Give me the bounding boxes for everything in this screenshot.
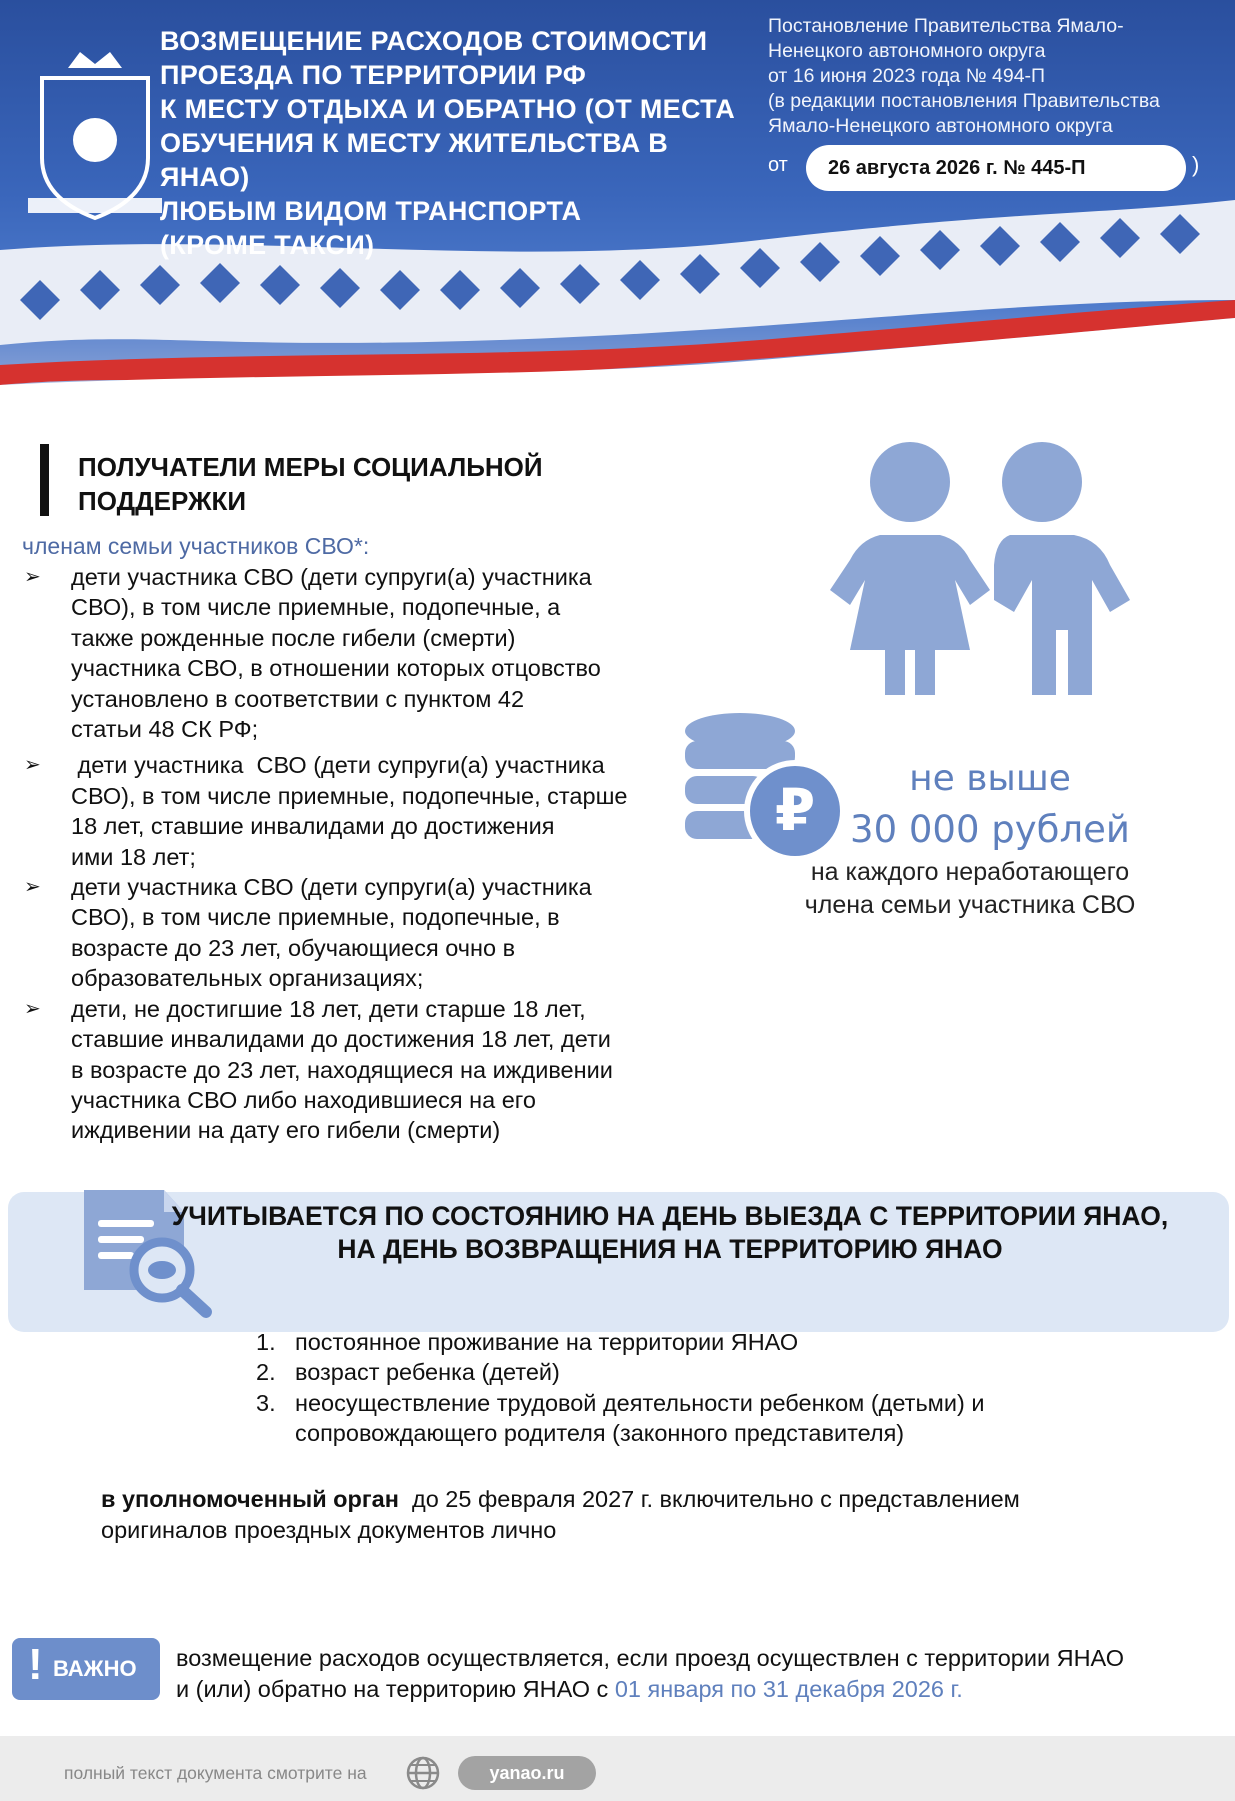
title-line: (КРОМЕ ТАКСИ) [160,230,375,260]
section-marker [40,444,49,516]
important-label: ВАЖНО [53,1656,137,1681]
title-line: ПРОЕЗДА ПО ТЕРРИТОРИИ РФ [160,60,587,90]
note-line: на каждого неработающего [810,858,1130,886]
list-line: образовательных организациях; [71,965,424,992]
important-line-start: и (или) обратно на территорию ЯНАО с [176,1676,615,1702]
heading-line: ПОЛУЧАТЕЛИ МЕРЫ СОЦИАЛЬНОЙ [78,452,543,482]
footer-text: полный текст документа смотрите на [64,1763,367,1783]
arrow-bullet-icon: ➢ [24,566,41,588]
list-line: дети участника СВО (дети супруги(а) участника [71,874,592,901]
children-icon [820,440,1140,700]
list-line: участника СВО либо находившиеся на его [71,1086,536,1113]
list-item [22,750,682,872]
note-line: члена семьи участника СВО [804,891,1136,919]
decree-reference [768,14,1228,139]
globe-icon [405,1755,441,1791]
list-line: дети участника СВО (дети супруги(а) участника [71,564,592,590]
decree-line: Постановление Правительства Ямало- [768,15,1124,37]
application-deadline: до 25 февраля 2027 г. включительно с представлением [398,1486,1020,1512]
list-line: установлено в соответствии с пунктом 42 [71,685,525,712]
decree-close-paren: ) [1192,152,1200,177]
title-line: ЛЮБЫМ ВИДОМ ТРАНСПОРТА [160,196,582,226]
recipients-heading [78,450,638,518]
item-number: 1. [256,1329,276,1355]
recipients-lead: членам семьи участников СВО*: [22,533,370,559]
coat-of-arms [28,52,162,218]
decree-line: (в редакции постановления Правительства [768,90,1160,112]
website-link[interactable]: yanao.ru [458,1756,596,1790]
amount-limit-label: не выше [909,758,1071,799]
list-line: неосуществление трудовой деятельности ребенком (детьми) и [295,1389,985,1416]
heading-line: НА ДЕНЬ ВОЗВРАЩЕНИЯ НА ТЕРРИТОРИЮ ЯНАО [337,1234,1003,1264]
title-line: ОБУЧЕНИЯ К МЕСТУ ЖИТЕЛЬСТВА В ЯНАО) [160,128,669,192]
list-line: 18 лет, ставшие инвалидами до достижения [71,813,555,840]
important-line: возмещение расходов осуществляется, если проезд осуществлен с территории ЯНАО [176,1645,1124,1671]
amount-value: 30 000 рублей [850,808,1130,851]
heading-line: ПОДДЕРЖКИ [78,486,247,516]
list-line: ставшие инвалидами до достижения 18 лет, дети [71,1026,611,1053]
list-item [22,994,682,1146]
list-line: СВО), в том числе приемные, подопечные, старше [71,782,628,809]
exclamation-icon: ! [28,1640,43,1689]
decree-from-label: от [768,154,788,176]
application-info [101,1484,1151,1546]
ruble-symbol: ₽ [774,776,816,844]
title-line: К МЕСТУ ОТДЫХА И ОБРАТНО (ОТ МЕСТА [160,94,735,124]
decree-line: от 16 июня 2023 года № 494-П [768,65,1046,87]
list-line: СВО), в том числе приемные, подопечные, а [71,594,561,621]
condition-heading [170,1200,1170,1266]
decree-line: Ненецкого автономного округа [768,40,1046,62]
amount-note [770,856,1170,922]
application-authority: в уполномоченный орган [101,1486,399,1512]
condition-list [252,1327,1132,1449]
list-line: ими 18 лет; [71,843,196,870]
title-line: ВОЗМЕЩЕНИЕ РАСХОДОВ СТОИМОСТИ [160,26,708,56]
arrow-bullet-icon: ➢ [24,876,41,899]
list-line: в возрасте до 23 лет, находящиеся на иждивении [71,1056,613,1083]
heading-line: УЧИТЫВАЕТСЯ ПО СОСТОЯНИЮ НА ДЕНЬ ВЫЕЗДА С ТЕРРИТОРИИ ЯНАО, [171,1201,1169,1231]
list-item [252,1388,1132,1449]
important-line [176,1674,1226,1705]
list-item [252,1357,1132,1387]
list-line: статьи 48 СК РФ; [71,716,259,743]
recipients-list [22,562,682,1146]
list-line: возрасте до 23 лет, обучающиеся очно в [71,934,516,961]
list-item [22,562,682,744]
arrow-bullet-icon: ➢ [24,754,41,777]
list-line: дети участника СВО (дети супруги(а) участника [71,752,605,779]
coins-ruble-icon [680,706,850,866]
list-line: также рожденные после гибели (смерти) [71,624,516,651]
list-line: дети, не достигшие 18 лет, дети старше 18 лет, [71,995,586,1022]
important-text [176,1643,1226,1705]
decree-amendment-badge: 26 августа 2026 г. № 445-П [806,145,1186,191]
page-title [160,24,760,262]
list-line: сопровождающего родителя (законного представителя) [295,1420,905,1447]
list-line: постоянное проживание на территории ЯНАО [295,1329,799,1355]
important-period: 01 января по 31 декабря 2026 г. [614,1676,963,1702]
list-line: иждивении на дату его гибели (смерти) [71,1117,501,1144]
item-number: 3. [256,1389,276,1416]
list-line: СВО), в том числе приемные, подопечные, в [71,904,560,931]
application-line: оригиналов проездных документов лично [101,1517,557,1543]
list-item [252,1327,1132,1357]
list-line: участника СВО, в отношении которых отцовство [71,655,601,682]
arrow-bullet-icon: ➢ [24,997,41,1020]
list-line: возраст ребенка (детей) [295,1359,560,1386]
list-item [22,872,682,994]
item-number: 2. [256,1359,276,1386]
decree-line: Ямало-Ненецкого автономного округа [768,115,1113,137]
application-line [101,1484,1151,1515]
